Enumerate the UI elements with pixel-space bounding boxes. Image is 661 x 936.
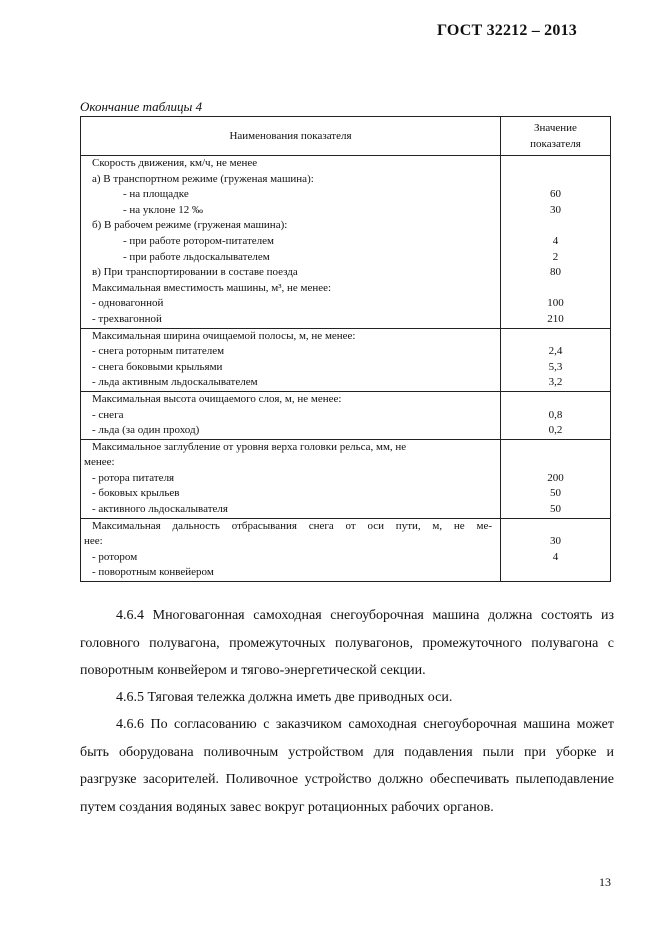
header-name-cell: Наименования показателя xyxy=(81,117,501,156)
indicator-name-cell xyxy=(81,156,501,329)
table-row xyxy=(81,391,611,439)
indicator-name-line: - трехвагонной xyxy=(92,312,162,325)
indicator-name-line: - одновагонной xyxy=(92,297,164,310)
page-number: 13 xyxy=(599,875,611,889)
indicator-value xyxy=(501,392,610,408)
indicator-value: 210 xyxy=(547,312,564,325)
table-row xyxy=(81,439,611,518)
indicator-value: 30 xyxy=(550,535,561,548)
header-value-line: Значение xyxy=(534,122,577,135)
spec-table xyxy=(80,116,611,582)
indicator-value xyxy=(501,329,610,345)
indicator-value: 3,2 xyxy=(548,376,563,389)
indicator-name-line: - ротором xyxy=(92,550,138,563)
indicator-name-line: - при работе льдоскалывателем xyxy=(123,250,270,263)
indicator-value xyxy=(501,156,610,172)
indicator-name-line: - при работе ротором-питателем xyxy=(123,234,274,247)
indicator-name-line: в) При транспортировании в составе поезда xyxy=(92,266,298,279)
indicator-name-line: Максимальная вместимость машины, м³, не менее: xyxy=(92,281,332,294)
indicator-name-line: - активного льдоскалывателя xyxy=(92,503,228,516)
indicator-value: 50 xyxy=(550,487,561,500)
table-row xyxy=(81,156,611,329)
header-value-line: показателя xyxy=(530,138,581,150)
body-paragraph xyxy=(80,711,614,821)
indicator-value: 4 xyxy=(552,234,559,247)
indicator-value: 4 xyxy=(552,550,559,563)
indicator-name-cell xyxy=(81,518,501,581)
indicator-value xyxy=(501,519,610,535)
indicator-value: 100 xyxy=(547,297,564,310)
body-paragraph xyxy=(80,602,614,685)
indicator-value: 50 xyxy=(550,503,561,516)
indicator-name-line: - снега роторным питателем xyxy=(92,345,225,358)
indicator-name-line: - снега xyxy=(92,408,124,421)
indicator-name-line: - на уклоне 12 ‰ xyxy=(123,203,204,216)
indicator-name-line: - поворотным конвейером xyxy=(92,566,214,579)
body-paragraph xyxy=(80,684,614,712)
indicator-name-line: Максимальная высота очищаемого слоя, м, не менее: xyxy=(92,392,342,405)
indicator-name-cell xyxy=(81,391,501,439)
indicator-value: 2,4 xyxy=(548,345,563,358)
indicator-value: 30 xyxy=(550,203,561,216)
indicator-name-line: Максимальная дальность отбрасывания снега от оси пути, м, не ме- xyxy=(92,519,492,532)
indicator-value: 200 xyxy=(547,471,564,484)
indicator-name-line: Максимальная ширина очищаемой полосы, м, не менее: xyxy=(92,329,356,342)
indicator-name-line: - ротора питателя xyxy=(92,471,175,484)
table-header-row xyxy=(81,117,611,156)
indicator-name-line: - льда активным льдоскалывателем xyxy=(92,376,258,389)
paragraph-text: 4.6.4 Многовагонная самоходная снегоуборочная машина должна состоять из головного полувагона, промежуточных полувагонов, промежуточного полувагона с поворотным конвейером и тягово-энергетической секции. xyxy=(80,608,614,678)
indicator-value-cell xyxy=(501,391,611,439)
indicator-value xyxy=(501,565,610,581)
indicator-value: 2 xyxy=(552,250,559,263)
indicator-name-line: - снега боковыми крыльями xyxy=(92,360,223,373)
indicator-name-line: менее: xyxy=(84,456,115,469)
indicator-value xyxy=(501,440,610,456)
indicator-value: 0,8 xyxy=(548,408,563,421)
indicator-name-line: - боковых крыльев xyxy=(92,487,180,500)
indicator-value xyxy=(501,218,610,234)
indicator-value-cell xyxy=(501,439,611,518)
indicator-value-cell xyxy=(501,328,611,391)
indicator-value: 60 xyxy=(550,188,561,201)
indicator-name-line: Максимальное заглубление от уровня верха головки рельса, мм, не xyxy=(92,440,407,453)
header-value-cell xyxy=(501,117,611,156)
indicator-value xyxy=(501,281,610,297)
indicator-name-line: - на площадке xyxy=(123,188,189,201)
indicator-name-line: нее: xyxy=(84,535,103,548)
table-row xyxy=(81,518,611,581)
indicator-name-line: а) В транспортном режиме (груженая машина): xyxy=(92,172,314,185)
indicator-name-cell xyxy=(81,439,501,518)
indicator-value-cell xyxy=(501,156,611,329)
indicator-value: 80 xyxy=(550,266,561,279)
paragraph-text: 4.6.5 Тяговая тележка должна иметь две приводных оси. xyxy=(116,690,453,705)
indicator-name-line: Скорость движения, км/ч, не менее xyxy=(92,157,258,169)
table-caption: Окончание таблицы 4 xyxy=(80,99,203,114)
indicator-name-cell xyxy=(81,328,501,391)
indicator-name-line: б) В рабочем режиме (груженая машина): xyxy=(92,219,288,232)
indicator-name-line: - льда (за один проход) xyxy=(92,424,200,437)
paragraph-text: 4.6.6 По согласованию с заказчиком самоходная снегоуборочная машина может быть оборудована поливочным устройством для подавления пыли при уборке и разгрузке засорителей. Поливочное устройство должно обеспечивать пылеподавление путем создания водяных завес вокруг ротационных рабочих органов. xyxy=(80,717,614,815)
indicator-value-cell xyxy=(501,518,611,581)
page-header-title: ГОСТ 32212 – 2013 xyxy=(436,22,577,39)
table-row xyxy=(81,328,611,391)
indicator-value xyxy=(501,172,610,188)
indicator-value xyxy=(501,455,610,471)
indicator-value: 5,3 xyxy=(548,360,563,373)
indicator-value: 0,2 xyxy=(548,424,563,437)
